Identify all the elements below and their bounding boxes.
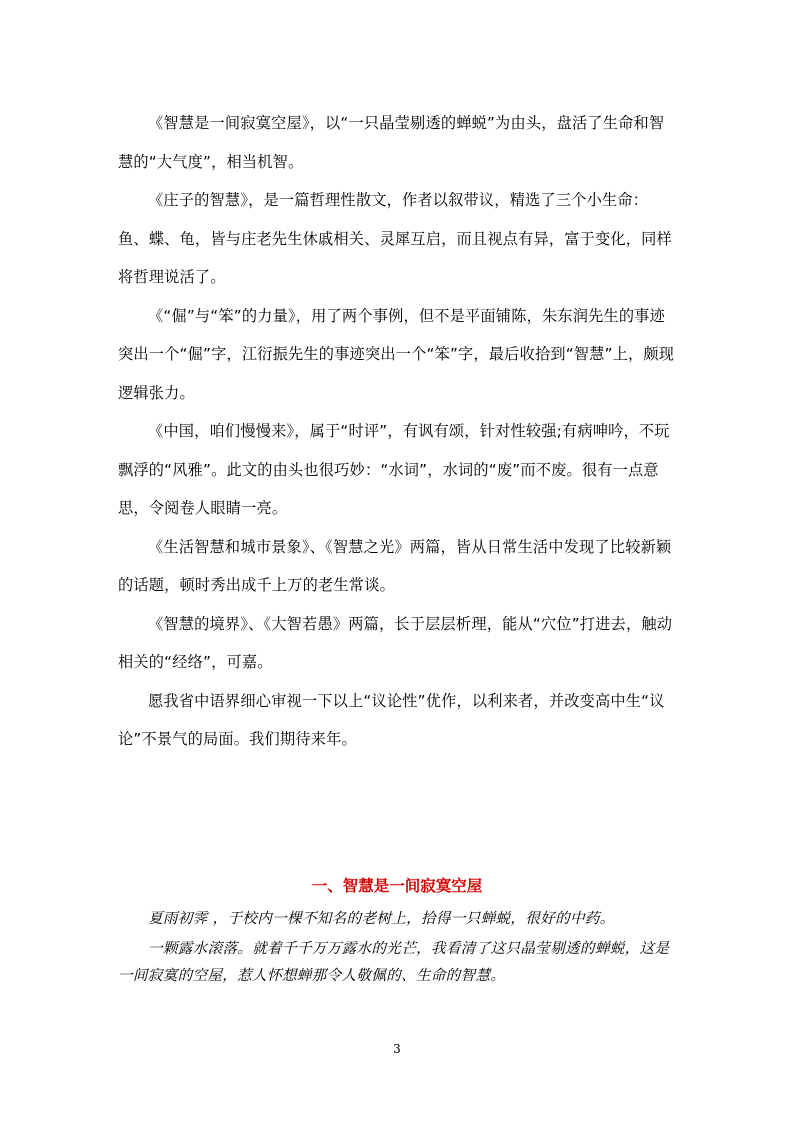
review-paragraph: 《智慧的境界》、《大智若愚》两篇，长于层层析理，能从“穴位”打进去，触动相关的“经络”，可嘉。 — [118, 614, 673, 671]
section-heading: 一、智慧是一间寂寞空屋 — [311, 877, 483, 895]
essay-body — [118, 905, 678, 989]
review-paragraph: 《庄子的智慧》，是一篇哲理性散文，作者以叙带议，精选了三个小生命：鱼、蝶、龟，皆与庄老先生休戚相关、灵犀互启，而且视点有异，富于变化，同样将哲理说活了。 — [118, 191, 672, 286]
review-commentary — [118, 104, 678, 759]
review-paragraph: 《智慧是一间寂寞空屋》，以“一只晶莹剔透的蝉蜕”为由头，盘活了生命和智慧的“大气度”，相当机智。 — [118, 114, 665, 171]
review-paragraph: 《中国，咱们慢慢来》，属于“时评”，有讽有颂，针对性较强;有病呻吟，不玩飘浮的“风雅”。此文的由头也很巧妙：“水词”，水词的“废”而不废。很有一点意思，令阅卷人眼睛一亮。 — [118, 422, 670, 517]
review-paragraph: 《生活智慧和城市景象》、《智慧之光》两篇，皆从日常生活中发现了比较新颖的话题，顿时秀出成千上万的老生常谈。 — [118, 537, 672, 594]
page-number: 3 — [393, 1042, 401, 1056]
review-paragraph: 《“倔”与“笨”的力量》，用了两个事例，但不是平面铺陈，朱东润先生的事迹突出一个“倔”字，江衍振先生的事迹突出一个“笨”字，最后收拾到“智慧”上，颇现逻辑张力。 — [118, 306, 675, 402]
essay-paragraph: 夏雨初霁 ，于校内一棵不知名的老树上，拾得一只蝉蜕，很好的中药。 — [148, 910, 615, 927]
essay-paragraph: 一颗露水滚落。就着千千万万露水的光芒，我看清了这只晶莹剔透的蝉蜕，这是一间寂寞的空屋，惹人怀想蝉那令人敬佩的、生命的智慧。 — [118, 940, 670, 984]
review-paragraph: 愿我省中语界细心审视一下以上“议论性”优作，以利来者，并改变高中生“议论”不景气的局面。我们期待来年。 — [118, 691, 665, 748]
